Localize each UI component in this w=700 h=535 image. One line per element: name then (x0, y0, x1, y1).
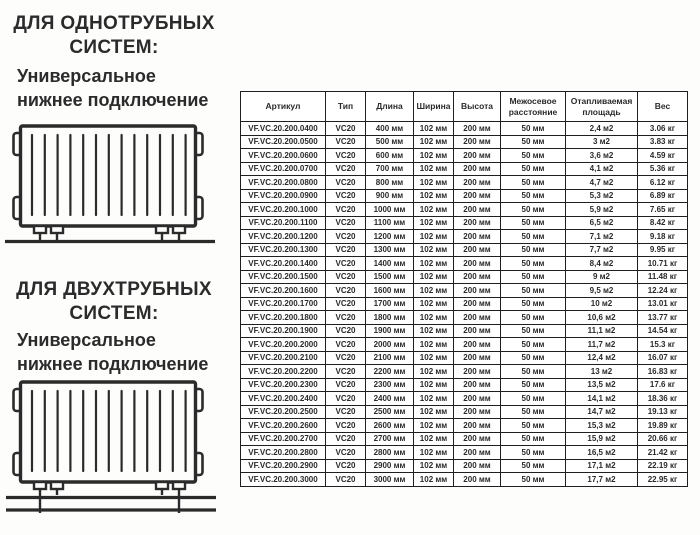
table-cell: 5.36 кг (638, 162, 688, 176)
table-cell: 200 мм (454, 378, 501, 392)
table-cell: VC20 (326, 162, 366, 176)
table-cell: 200 мм (454, 284, 501, 298)
table-cell: VC20 (326, 365, 366, 379)
table-cell: 102 мм (414, 419, 454, 433)
table-cell: VC20 (326, 338, 366, 352)
table-row (241, 135, 688, 149)
table-cell: 50 мм (501, 432, 566, 446)
table-cell: 50 мм (501, 365, 566, 379)
table-cell: 2900 мм (366, 459, 414, 473)
table-cell: 50 мм (501, 284, 566, 298)
table-cell: 22.95 кг (638, 473, 688, 487)
table-cell: 2100 мм (366, 351, 414, 365)
column-header: Длина (366, 92, 414, 122)
table-cell: VC20 (326, 446, 366, 460)
table-cell: VF.VC.20.200.0500 (241, 135, 326, 149)
table-cell: 2300 мм (366, 378, 414, 392)
table-cell: 50 мм (501, 338, 566, 352)
table-cell: 102 мм (414, 365, 454, 379)
table-cell: 18.36 кг (638, 392, 688, 406)
table-cell: VC20 (326, 351, 366, 365)
table-cell: VF.VC.20.200.2300 (241, 378, 326, 392)
table-cell: 13,5 м2 (566, 378, 638, 392)
table-cell: VC20 (326, 216, 366, 230)
table-cell: VC20 (326, 135, 366, 149)
table-row (241, 365, 688, 379)
table-cell: 102 мм (414, 405, 454, 419)
table-cell: 16.83 кг (638, 365, 688, 379)
column-header: Тип (326, 92, 366, 122)
table-cell: 6.89 кг (638, 189, 688, 203)
radiator-single-pipe-diagram (4, 118, 219, 248)
table-cell: 50 мм (501, 297, 566, 311)
table-cell: VC20 (326, 324, 366, 338)
table-cell: 9,5 м2 (566, 284, 638, 298)
table-row (241, 297, 688, 311)
table-cell: 50 мм (501, 459, 566, 473)
table-cell: 10 м2 (566, 297, 638, 311)
table-row (241, 270, 688, 284)
table-cell: 50 мм (501, 122, 566, 136)
table-cell: 14.54 кг (638, 324, 688, 338)
table-row (241, 459, 688, 473)
table-row (241, 311, 688, 325)
table-cell: 21.42 кг (638, 446, 688, 460)
table-cell: 400 мм (366, 122, 414, 136)
table-cell: VC20 (326, 257, 366, 271)
table-cell: 500 мм (366, 135, 414, 149)
table-cell: 200 мм (454, 351, 501, 365)
table-cell: 200 мм (454, 297, 501, 311)
spec-table (240, 91, 688, 487)
table-cell: 50 мм (501, 149, 566, 163)
table-cell: VF.VC.20.200.1200 (241, 230, 326, 244)
two-pipe-subheading-line2: нижнее подключение (17, 354, 209, 374)
table-row (241, 324, 688, 338)
table-cell: 14,1 м2 (566, 392, 638, 406)
two-pipe-heading-line2: СИСТЕМ: (69, 303, 159, 324)
table-row (241, 284, 688, 298)
table-row (241, 351, 688, 365)
table-cell: 200 мм (454, 338, 501, 352)
table-cell: 50 мм (501, 405, 566, 419)
table-cell: 50 мм (501, 419, 566, 433)
radiator-two-pipe-diagram (4, 376, 219, 521)
table-cell: 19.13 кг (638, 405, 688, 419)
table-cell: 200 мм (454, 149, 501, 163)
two-pipe-heading-line1: ДЛЯ ДВУХТРУБНЫХ (16, 279, 212, 300)
table-cell: 200 мм (454, 243, 501, 257)
table-cell: 13.01 кг (638, 297, 688, 311)
table-cell: 200 мм (454, 473, 501, 487)
table-cell: VC20 (326, 297, 366, 311)
table-cell: 10.71 кг (638, 257, 688, 271)
table-cell: 50 мм (501, 392, 566, 406)
table-cell: 102 мм (414, 351, 454, 365)
table-cell: 800 мм (366, 176, 414, 190)
table-cell: 17.6 кг (638, 378, 688, 392)
table-row (241, 243, 688, 257)
table-row (241, 189, 688, 203)
table-cell: 6,5 м2 (566, 216, 638, 230)
table-cell: VC20 (326, 243, 366, 257)
table-row (241, 176, 688, 190)
table-row (241, 203, 688, 217)
table-cell: 6.12 кг (638, 176, 688, 190)
table-cell: 102 мм (414, 257, 454, 271)
table-cell: VF.VC.20.200.1100 (241, 216, 326, 230)
table-cell: 3 м2 (566, 135, 638, 149)
table-cell: 12.24 кг (638, 284, 688, 298)
table-cell: 102 мм (414, 432, 454, 446)
single-pipe-heading-line2: СИСТЕМ: (69, 37, 159, 58)
table-cell: 50 мм (501, 378, 566, 392)
spec-table-container (240, 91, 688, 487)
table-cell: 200 мм (454, 135, 501, 149)
table-cell: VC20 (326, 405, 366, 419)
table-cell: VF.VC.20.200.2700 (241, 432, 326, 446)
table-cell: 200 мм (454, 419, 501, 433)
table-cell: 2,4 м2 (566, 122, 638, 136)
single-pipe-heading-line1: ДЛЯ ОДНОТРУБНЫХ (13, 13, 215, 34)
table-cell: 900 мм (366, 189, 414, 203)
table-cell: 50 мм (501, 473, 566, 487)
table-cell: 200 мм (454, 459, 501, 473)
table-cell: 50 мм (501, 135, 566, 149)
two-pipe-heading (0, 278, 228, 326)
table-row (241, 473, 688, 487)
table-row (241, 216, 688, 230)
table-cell: 20.66 кг (638, 432, 688, 446)
table-cell: 15.3 кг (638, 338, 688, 352)
table-cell: VC20 (326, 189, 366, 203)
table-cell: VF.VC.20.200.1000 (241, 203, 326, 217)
table-cell: 2400 мм (366, 392, 414, 406)
table-row (241, 405, 688, 419)
table-cell: VF.VC.20.200.2900 (241, 459, 326, 473)
table-cell: VF.VC.20.200.0400 (241, 122, 326, 136)
table-cell: 2600 мм (366, 419, 414, 433)
table-cell: 1300 мм (366, 243, 414, 257)
table-cell: 50 мм (501, 324, 566, 338)
table-cell: 50 мм (501, 203, 566, 217)
table-cell: 200 мм (454, 216, 501, 230)
table-cell: 9 м2 (566, 270, 638, 284)
two-pipe-subheading-line1: Универсальное (17, 330, 156, 350)
table-cell: VC20 (326, 230, 366, 244)
table-cell: 12,4 м2 (566, 351, 638, 365)
table-cell: 102 мм (414, 162, 454, 176)
table-cell: VC20 (326, 459, 366, 473)
two-pipe-subheading (17, 328, 208, 376)
table-cell: 9.18 кг (638, 230, 688, 244)
table-cell: VF.VC.20.200.1700 (241, 297, 326, 311)
table-cell: 102 мм (414, 338, 454, 352)
table-cell: 8.42 кг (638, 216, 688, 230)
single-pipe-subheading (17, 64, 208, 112)
table-cell: 102 мм (414, 230, 454, 244)
table-cell: 1600 мм (366, 284, 414, 298)
table-cell: VF.VC.20.200.2400 (241, 392, 326, 406)
table-cell: 200 мм (454, 203, 501, 217)
table-cell: 17,7 м2 (566, 473, 638, 487)
table-cell: 200 мм (454, 405, 501, 419)
table-cell: 2200 мм (366, 365, 414, 379)
table-cell: 8,4 м2 (566, 257, 638, 271)
table-cell: 4.59 кг (638, 149, 688, 163)
table-cell: 5,3 м2 (566, 189, 638, 203)
table-cell: 102 мм (414, 270, 454, 284)
table-cell: VC20 (326, 270, 366, 284)
table-cell: 2500 мм (366, 405, 414, 419)
table-cell: VF.VC.20.200.2000 (241, 338, 326, 352)
table-cell: 50 мм (501, 311, 566, 325)
table-cell: VC20 (326, 203, 366, 217)
table-cell: VC20 (326, 432, 366, 446)
table-cell: 4,7 м2 (566, 176, 638, 190)
table-row (241, 432, 688, 446)
table-row (241, 162, 688, 176)
table-cell: 50 мм (501, 162, 566, 176)
table-cell: VF.VC.20.200.1900 (241, 324, 326, 338)
table-cell: 1400 мм (366, 257, 414, 271)
column-header: Ширина (414, 92, 454, 122)
table-cell: VC20 (326, 473, 366, 487)
table-cell: 102 мм (414, 392, 454, 406)
table-cell: VC20 (326, 176, 366, 190)
table-cell: 50 мм (501, 230, 566, 244)
table-cell: 200 мм (454, 311, 501, 325)
table-cell: 3000 мм (366, 473, 414, 487)
column-header: Высота (454, 92, 501, 122)
table-cell: VF.VC.20.200.0900 (241, 189, 326, 203)
table-row (241, 257, 688, 271)
table-cell: 102 мм (414, 176, 454, 190)
table-row (241, 122, 688, 136)
table-cell: 50 мм (501, 216, 566, 230)
table-cell: VF.VC.20.200.2800 (241, 446, 326, 460)
table-cell: 102 мм (414, 324, 454, 338)
table-cell: 102 мм (414, 459, 454, 473)
table-cell: VF.VC.20.200.1400 (241, 257, 326, 271)
table-cell: VF.VC.20.200.0700 (241, 162, 326, 176)
table-row (241, 230, 688, 244)
table-row (241, 446, 688, 460)
table-cell: VF.VC.20.200.3000 (241, 473, 326, 487)
table-cell: VF.VC.20.200.0800 (241, 176, 326, 190)
table-cell: 200 мм (454, 189, 501, 203)
single-pipe-subheading-line2: нижнее подключение (17, 90, 209, 110)
table-cell: VF.VC.20.200.2100 (241, 351, 326, 365)
table-cell: 1200 мм (366, 230, 414, 244)
column-header: Межосевое расстояние (501, 92, 566, 122)
table-row (241, 419, 688, 433)
table-cell: 11,7 м2 (566, 338, 638, 352)
table-row (241, 338, 688, 352)
table-cell: 200 мм (454, 230, 501, 244)
table-cell: 7,7 м2 (566, 243, 638, 257)
table-cell: 102 мм (414, 189, 454, 203)
table-cell: VF.VC.20.200.1800 (241, 311, 326, 325)
table-cell: 1500 мм (366, 270, 414, 284)
table-cell: 5,9 м2 (566, 203, 638, 217)
table-cell: 2000 мм (366, 338, 414, 352)
table-cell: 1100 мм (366, 216, 414, 230)
table-cell: 200 мм (454, 324, 501, 338)
table-cell: 200 мм (454, 176, 501, 190)
table-cell: 17,1 м2 (566, 459, 638, 473)
table-cell: 3.83 кг (638, 135, 688, 149)
table-cell: VC20 (326, 311, 366, 325)
table-cell: 13 м2 (566, 365, 638, 379)
table-cell: 200 мм (454, 446, 501, 460)
single-pipe-heading (0, 12, 228, 60)
single-pipe-subheading-line1: Универсальное (17, 66, 156, 86)
table-cell: 200 мм (454, 365, 501, 379)
table-cell: 3,6 м2 (566, 149, 638, 163)
table-cell: 50 мм (501, 176, 566, 190)
table-cell: 700 мм (366, 162, 414, 176)
table-row (241, 392, 688, 406)
table-cell: 102 мм (414, 473, 454, 487)
table-cell: 102 мм (414, 122, 454, 136)
table-cell: 15,9 м2 (566, 432, 638, 446)
table-cell: 1900 мм (366, 324, 414, 338)
table-cell: VF.VC.20.200.1300 (241, 243, 326, 257)
table-cell: VC20 (326, 149, 366, 163)
table-cell: VC20 (326, 378, 366, 392)
table-cell: 102 мм (414, 149, 454, 163)
table-cell: 3.06 кг (638, 122, 688, 136)
table-cell: 102 мм (414, 284, 454, 298)
table-cell: 7.65 кг (638, 203, 688, 217)
table-cell: 102 мм (414, 135, 454, 149)
table-cell: 200 мм (454, 270, 501, 284)
table-cell: 200 мм (454, 392, 501, 406)
table-cell: 22.19 кг (638, 459, 688, 473)
table-cell: 50 мм (501, 446, 566, 460)
table-cell: 102 мм (414, 378, 454, 392)
table-cell: 50 мм (501, 270, 566, 284)
table-cell: 2800 мм (366, 446, 414, 460)
table-cell: 50 мм (501, 351, 566, 365)
table-cell: VF.VC.20.200.2500 (241, 405, 326, 419)
table-cell: 200 мм (454, 162, 501, 176)
table-cell: 200 мм (454, 432, 501, 446)
table-cell: 19.89 кг (638, 419, 688, 433)
table-cell: VC20 (326, 284, 366, 298)
table-cell: VC20 (326, 392, 366, 406)
table-cell: 7,1 м2 (566, 230, 638, 244)
table-cell: 102 мм (414, 311, 454, 325)
table-cell: 102 мм (414, 216, 454, 230)
table-cell: 16.07 кг (638, 351, 688, 365)
table-cell: 2700 мм (366, 432, 414, 446)
table-cell: 16,5 м2 (566, 446, 638, 460)
table-cell: 102 мм (414, 203, 454, 217)
column-header: Артикул (241, 92, 326, 122)
table-cell: 600 мм (366, 149, 414, 163)
table-cell: 1000 мм (366, 203, 414, 217)
table-cell: VC20 (326, 419, 366, 433)
table-cell: 50 мм (501, 243, 566, 257)
table-cell: 50 мм (501, 257, 566, 271)
table-cell: 10,6 м2 (566, 311, 638, 325)
table-cell: VF.VC.20.200.1600 (241, 284, 326, 298)
table-cell: 102 мм (414, 243, 454, 257)
table-cell: VF.VC.20.200.2600 (241, 419, 326, 433)
column-header: Отапливаемая площадь (566, 92, 638, 122)
table-cell: 11,1 м2 (566, 324, 638, 338)
table-cell: 102 мм (414, 297, 454, 311)
spec-table-header-row (241, 92, 688, 122)
table-cell: 50 мм (501, 189, 566, 203)
table-cell: 14,7 м2 (566, 405, 638, 419)
table-cell: 4,1 м2 (566, 162, 638, 176)
table-cell: VF.VC.20.200.1500 (241, 270, 326, 284)
table-cell: VF.VC.20.200.0600 (241, 149, 326, 163)
table-cell: VC20 (326, 122, 366, 136)
table-cell: 1800 мм (366, 311, 414, 325)
table-cell: 200 мм (454, 122, 501, 136)
table-cell: 11.48 кг (638, 270, 688, 284)
table-row (241, 149, 688, 163)
table-cell: 102 мм (414, 446, 454, 460)
table-cell: 15,3 м2 (566, 419, 638, 433)
table-cell: 9.95 кг (638, 243, 688, 257)
spec-table-body (241, 122, 688, 487)
table-cell: VF.VC.20.200.2200 (241, 365, 326, 379)
column-header: Вес (638, 92, 688, 122)
table-row (241, 378, 688, 392)
table-cell: 200 мм (454, 257, 501, 271)
table-cell: 13.77 кг (638, 311, 688, 325)
table-cell: 1700 мм (366, 297, 414, 311)
